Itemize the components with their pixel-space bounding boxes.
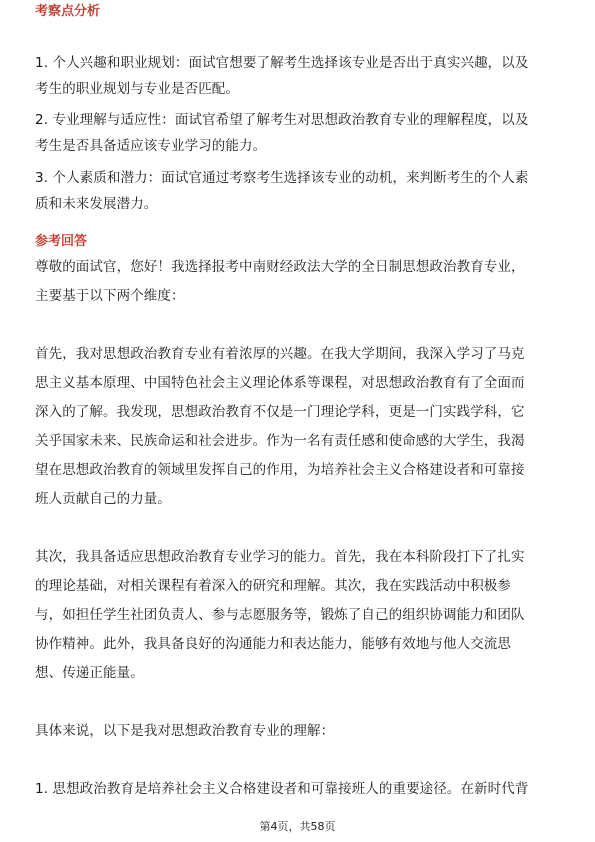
page-number: 第4页，共58页 bbox=[259, 820, 336, 833]
answer-intro-line-1: 尊敬的面试官，您好！我选择报考中南财经政法大学的全日制思想政治教育专业， bbox=[35, 259, 525, 275]
para4-line-1: 1. 思想政治教育是培养社会主义合格建设者和可靠接班人的重要途径。在新时代背 bbox=[35, 781, 529, 797]
answer-intro-line-2: 主要基于以下两个维度： bbox=[35, 288, 185, 304]
para1-line-3: 深入的了解。我发现，思想政治教育不仅是一门理论学科，更是一门实践学科，它 bbox=[35, 404, 525, 420]
para2-line-4: 协作精神。此外，我具备良好的沟通能力和表达能力，能够有效地与他人交流思 bbox=[35, 636, 511, 652]
para2-line-1: 其次，我具备适应思想政治教育专业学习的能力。首先，我在本科阶段打下了扎实 bbox=[35, 549, 525, 565]
para1-line-2: 思主义基本原理、中国特色社会主义理论体系等课程，对思想政治教育有了全面而 bbox=[35, 375, 525, 391]
para2-line-2: 的理论基础，对相关课程有着深入的研究和理解。其次，我在实践活动中积极参 bbox=[35, 578, 511, 594]
section-title-analysis: 考察点分析 bbox=[35, 4, 101, 19]
analysis-line-6: 质和未来发展潜力。 bbox=[35, 196, 158, 212]
analysis-line-1: 1. 个人兴趣和职业规划：面试官想要了解考生选择该专业是否出于真实兴趣，以及 bbox=[35, 55, 529, 71]
section-title-answer: 参考回答 bbox=[35, 234, 88, 249]
para1-line-6: 班人贡献自己的力量。 bbox=[35, 491, 171, 507]
para2-line-3: 与，如担任学生社团负责人、参与志愿服务等，锻炼了自己的组织协调能力和团队 bbox=[35, 607, 525, 623]
analysis-line-3: 2. 专业理解与适应性：面试官希望了解考生对思想政治教育专业的理解程度，以及 bbox=[35, 112, 529, 128]
para1-line-5: 望在思想政治教育的领域里发挥自己的作用，为培养社会主义合格建设者和可靠接 bbox=[35, 462, 525, 478]
para1-line-1: 首先，我对思想政治教育专业有着浓厚的兴趣。在我大学期间，我深入学习了马克 bbox=[35, 346, 525, 362]
analysis-line-2: 考生的职业规划与专业是否匹配。 bbox=[35, 81, 239, 97]
para1-line-4: 关乎国家未来、民族命运和社会进步。作为一名有责任感和使命感的大学生，我渴 bbox=[35, 433, 525, 449]
para2-line-5: 想、传递正能量。 bbox=[35, 665, 144, 681]
analysis-line-4: 考生是否具备适应该专业学习的能力。 bbox=[35, 138, 267, 154]
analysis-line-5: 3. 个人素质和潜力：面试官通过考察考生选择该专业的动机，来判断考生的个人素 bbox=[35, 170, 529, 186]
para3-line-1: 具体来说，以下是我对思想政治教育专业的理解： bbox=[35, 723, 335, 739]
